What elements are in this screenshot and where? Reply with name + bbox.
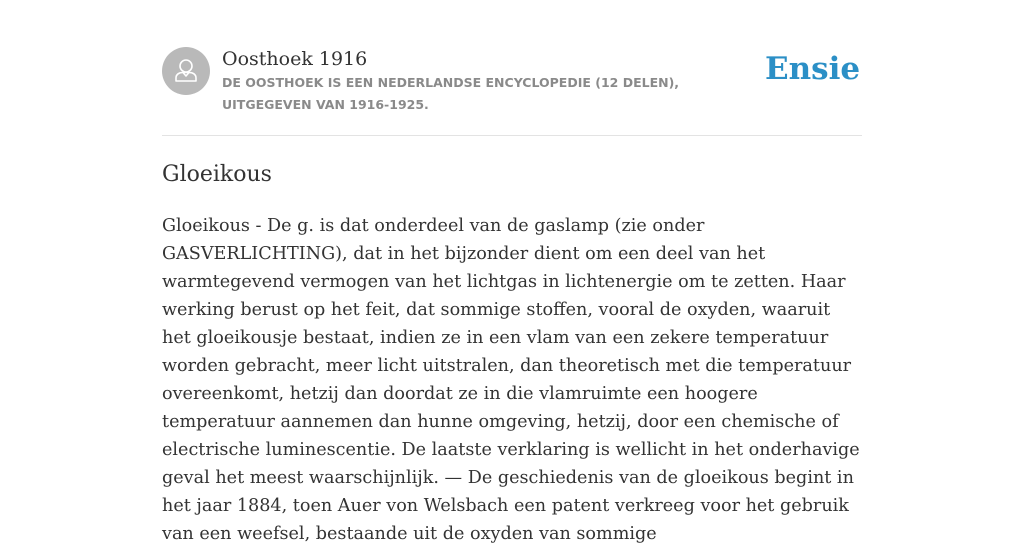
source-header bbox=[162, 47, 862, 135]
ensie-logo[interactable]: Ensie bbox=[765, 51, 861, 87]
source-title[interactable]: Oosthoek 1916 bbox=[222, 48, 368, 70]
entry-body: Gloeikous - De g. is dat onderdeel van de gaslamp (zie onder GASVERLICHTING), dat in het bijzonder dient om een deel van het warmtegevend vermogen van het lichtgas in lichtenergie om te zetten. Haar werking berust op het feit, dat sommige stoffen, vooral de oxyden, waaruit het gloeikousje bestaat, indien ze in een vlam van een zekere temperatuur worden gebracht, meer licht uitstralen, dan theoretisch met die temperatuur overeenkomt, hetzij dan doordat ze in die vlamruimte een hoogere temperatuur aannemen dan hunne omgeving, hetzij, door een chemische of electrische luminescentie. De laatste verklaring is wellicht in het onderhavige geval het meest waarschijnlijk. — De geschiedenis van de gloeikous begint in het jaar 1884, toen Auer von Welsbach een patent verkreeg voor het gebruik van een weefsel, bestaande uit de oxyden van sommige bbox=[162, 216, 860, 544]
source-description: DE OOSTHOEK IS EEN NEDERLANDSE ENCYCLOPEDIE (12 DELEN), UITGEGEVEN VAN 1916-1925. bbox=[222, 75, 680, 112]
source-avatar[interactable] bbox=[162, 47, 210, 95]
header-divider bbox=[162, 135, 862, 136]
entry-title: Gloeikous bbox=[162, 162, 272, 187]
user-icon bbox=[162, 47, 210, 95]
